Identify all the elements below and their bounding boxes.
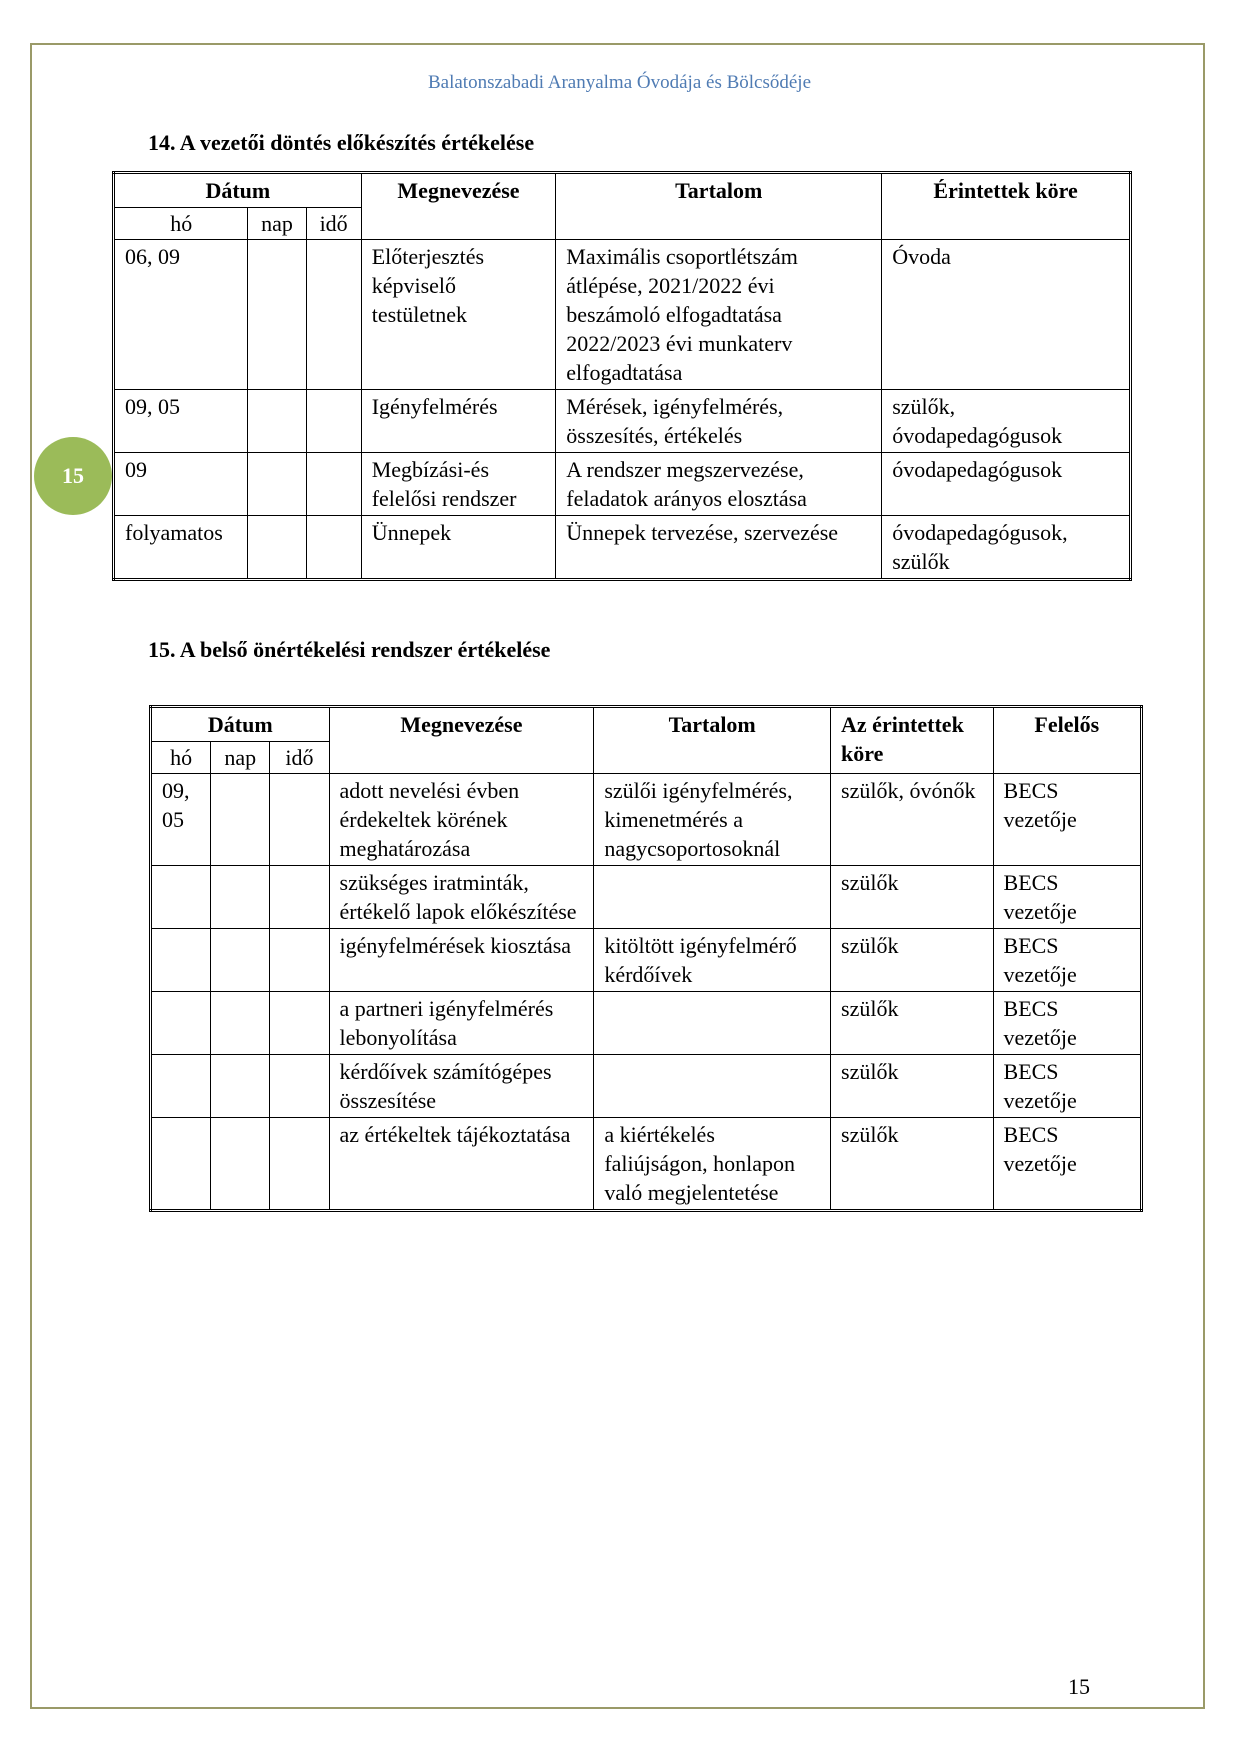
cell-megnevezese: szükséges iratminták, értékelő lapok előkészítése	[329, 866, 594, 929]
table-row	[114, 390, 1131, 453]
cell-megnevezese: a partneri igényfelmérés lebonyolítása	[329, 992, 594, 1055]
cell-erintettek: Óvoda	[882, 240, 1131, 390]
cell-nap	[248, 516, 306, 580]
cell-erintettek: szülők	[831, 929, 993, 992]
table-row	[114, 240, 1131, 390]
cell-megnevezese: Ünnepek	[361, 516, 556, 580]
header-erintettek: Érintettek köre	[882, 173, 1131, 240]
cell-ho	[151, 929, 211, 992]
section-15-title: 15. A belső önértékelési rendszer értékelése	[148, 637, 551, 662]
cell-megnevezese: az értékeltek tájékoztatása	[329, 1118, 594, 1211]
cell-ido	[306, 516, 361, 580]
cell-megnevezese: kérdőívek számítógépes összesítése	[329, 1055, 594, 1118]
header-ho: hó	[114, 208, 248, 240]
cell-erintettek: szülők	[831, 866, 993, 929]
cell-megnevezese: Előterjesztés képviselő testületnek	[361, 240, 556, 390]
cell-megnevezese: igényfelmérések kiosztása	[329, 929, 594, 992]
table-row	[114, 453, 1131, 516]
cell-ido	[270, 1118, 329, 1211]
leadership-decision-table	[112, 171, 1132, 581]
table-header-row	[114, 173, 1131, 208]
header-datum: Dátum	[114, 173, 362, 208]
cell-ido	[270, 992, 329, 1055]
cell-tartalom: a kiértékelés faliújságon, honlapon való megjelentetése	[594, 1118, 831, 1211]
header-datum: Dátum	[151, 707, 330, 742]
cell-tartalom	[594, 992, 831, 1055]
cell-ho: 09, 05	[114, 390, 248, 453]
cell-erintettek: szülők	[831, 1055, 993, 1118]
cell-ho: folyamatos	[114, 516, 248, 580]
cell-ho	[151, 1118, 211, 1211]
cell-nap	[211, 774, 270, 866]
cell-nap	[248, 453, 306, 516]
cell-ido	[270, 1055, 329, 1118]
header-nap: nap	[211, 742, 270, 774]
cell-ido	[306, 390, 361, 453]
cell-tartalom: A rendszer megszervezése, feladatok arányos elosztása	[556, 453, 882, 516]
cell-ido	[270, 929, 329, 992]
cell-felelos: BECS vezetője	[993, 774, 1141, 866]
cell-ho: 06, 09	[114, 240, 248, 390]
cell-nap	[211, 929, 270, 992]
cell-felelos: BECS vezetője	[993, 1055, 1141, 1118]
cell-tartalom	[594, 866, 831, 929]
cell-tartalom: kitöltött igényfelmérő kérdőívek	[594, 929, 831, 992]
cell-ido	[270, 866, 329, 929]
table-row	[151, 992, 1142, 1055]
cell-ho: 09	[114, 453, 248, 516]
cell-erintettek: szülők, óvónők	[831, 774, 993, 866]
header-erintettek: Az érintettek köre	[831, 707, 993, 774]
page-badge: 15	[34, 437, 112, 515]
header-ido: idő	[270, 742, 329, 774]
section-14-title: 14. A vezetői döntés előkészítés értékelése	[148, 130, 535, 155]
cell-tartalom: szülői igényfelmérés, kimenetmérés a nagycsoportosoknál	[594, 774, 831, 866]
cell-megnevezese: Megbízási-és felelősi rendszer	[361, 453, 556, 516]
cell-nap	[248, 390, 306, 453]
cell-ho	[151, 866, 211, 929]
table-row	[151, 1055, 1142, 1118]
cell-ho: 09, 05	[151, 774, 211, 866]
cell-nap	[211, 866, 270, 929]
cell-erintettek: óvodapedagógusok	[882, 453, 1131, 516]
cell-erintettek: szülők	[831, 992, 993, 1055]
cell-erintettek: szülők	[831, 1118, 993, 1211]
cell-nap	[248, 240, 306, 390]
table-row	[114, 516, 1131, 580]
table-header-row	[151, 707, 1142, 742]
table-row	[151, 774, 1142, 866]
cell-erintettek: óvodapedagógusok, szülők	[882, 516, 1131, 580]
cell-ho	[151, 1055, 211, 1118]
cell-nap	[211, 1118, 270, 1211]
table-row	[151, 1118, 1142, 1211]
page-header: Balatonszabadi Aranyalma Óvodája és Bölcsődéje	[427, 72, 812, 93]
cell-felelos: BECS vezetője	[993, 929, 1141, 992]
header-tartalom: Tartalom	[594, 707, 831, 774]
header-nap: nap	[248, 208, 306, 240]
cell-ho	[151, 992, 211, 1055]
header-ho: hó	[151, 742, 211, 774]
cell-megnevezese: Igényfelmérés	[361, 390, 556, 453]
cell-nap	[211, 1055, 270, 1118]
header-ido: idő	[306, 208, 361, 240]
table-row	[151, 866, 1142, 929]
header-megnevezese: Megnevezése	[329, 707, 594, 774]
self-evaluation-table	[149, 705, 1143, 1212]
cell-erintettek: szülők, óvodapedagógusok	[882, 390, 1131, 453]
cell-ido	[270, 774, 329, 866]
cell-tartalom	[594, 1055, 831, 1118]
table-row	[151, 929, 1142, 992]
cell-ido	[306, 453, 361, 516]
cell-megnevezese: adott nevelési évben érdekeltek körének meghatározása	[329, 774, 594, 866]
cell-felelos: BECS vezetője	[993, 866, 1141, 929]
header-felelos: Felelős	[993, 707, 1141, 774]
cell-felelos: BECS vezetője	[993, 1118, 1141, 1211]
cell-tartalom: Maximális csoportlétszám átlépése, 2021/2022 évi beszámoló elfogadtatása 2022/2023 évi munkaterv elfogadtatása	[556, 240, 882, 390]
cell-ido	[306, 240, 361, 390]
cell-tartalom: Mérések, igényfelmérés, összesítés, értékelés	[556, 390, 882, 453]
cell-felelos: BECS vezetője	[993, 992, 1141, 1055]
cell-nap	[211, 992, 270, 1055]
cell-tartalom: Ünnepek tervezése, szervezése	[556, 516, 882, 580]
header-megnevezese: Megnevezése	[361, 173, 556, 240]
header-tartalom: Tartalom	[556, 173, 882, 240]
page-number: 15	[1068, 1674, 1090, 1699]
